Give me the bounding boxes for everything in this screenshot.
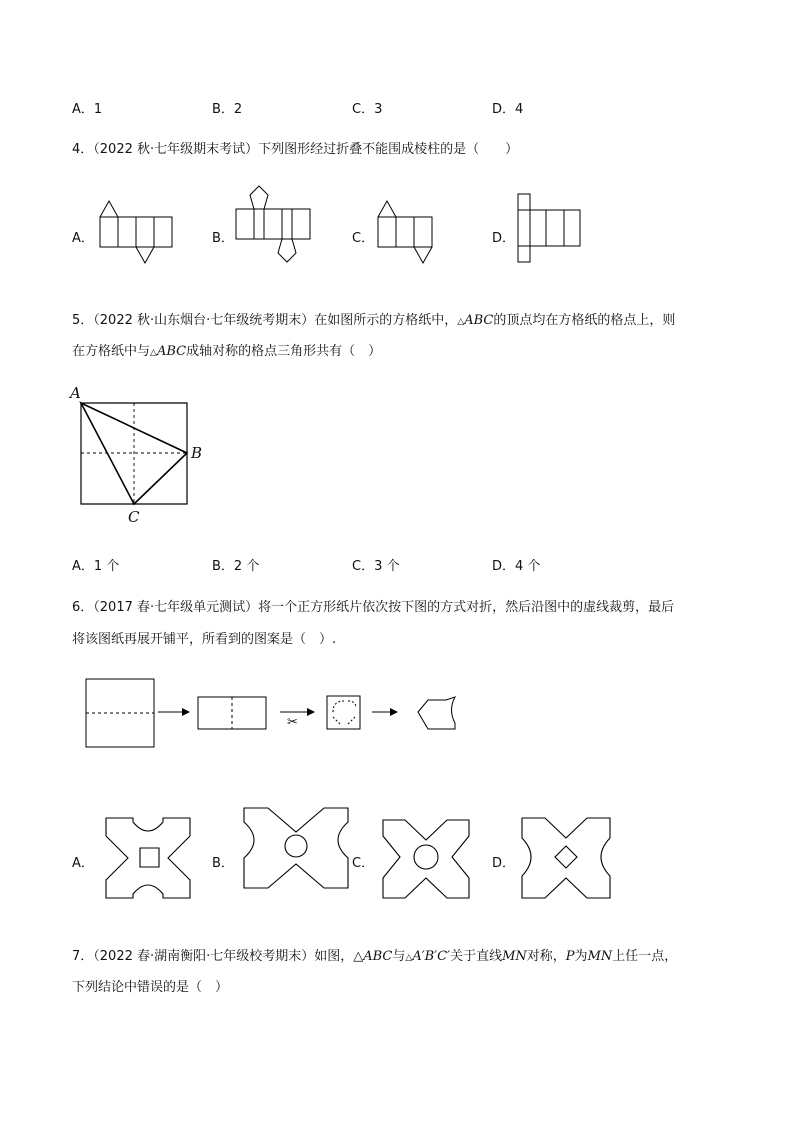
q4-option-c: C． [352, 231, 375, 246]
q5-option-c: C．3 个 [352, 559, 400, 574]
q5-option-b: B．2 个 [212, 559, 260, 574]
q7-stem-line1: 7．（2022 春·湖南衡阳·七年级校考期末）如图，△ABC与△A′B′C′关于直线MN对称，P为MN上任一点， [72, 949, 678, 964]
scissors-icon: ✂ [287, 715, 298, 730]
q5-stem-line1: 5．（2022 秋·山东烟台·七年级统考期末）在如图所示的方格纸中，△ABC的顶点均在方格纸的格点上，则 [72, 313, 676, 328]
q4-option-b: B． [212, 231, 234, 246]
q5-option-d: D．4 个 [492, 559, 541, 574]
q6-option-d: D． [492, 856, 516, 871]
q6-option-a: A． [72, 856, 94, 871]
q3-option-c: C．3 [352, 102, 383, 117]
q5-label-b: B [191, 444, 203, 462]
q6-option-c: C． [352, 856, 375, 871]
q4-option-a: A． [72, 231, 94, 246]
q5-option-a: A．1 个 [72, 559, 120, 574]
q6-stem-line1: 6．（2017 春·七年级单元测试）将一个正方形纸片依次按下图的方式对折，然后沿图中的虚线裁剪，最后 [72, 600, 675, 615]
q6-stem-line2: 将该图纸再展开铺平，所看到的图案是（ ）. [72, 632, 337, 647]
q3-option-b: B．2 [212, 102, 243, 117]
q3-option-a: A．1 [72, 102, 103, 117]
q3-option-d: D．4 [492, 102, 524, 117]
q6-option-b: B． [212, 856, 234, 871]
q4-stem: 4．（2022 秋·七年级期末考试）下列图形经过折叠不能围成棱柱的是（ ） [72, 142, 519, 157]
q5-stem-line2: 在方格纸中与△ABC成轴对称的格点三角形共有（ ） [72, 344, 382, 359]
q5-label-c: C [128, 508, 140, 526]
q4-option-d: D． [492, 231, 516, 246]
q5-label-a: A [70, 384, 81, 402]
q7-stem-line2: 下列结论中错误的是（ ） [72, 980, 229, 995]
